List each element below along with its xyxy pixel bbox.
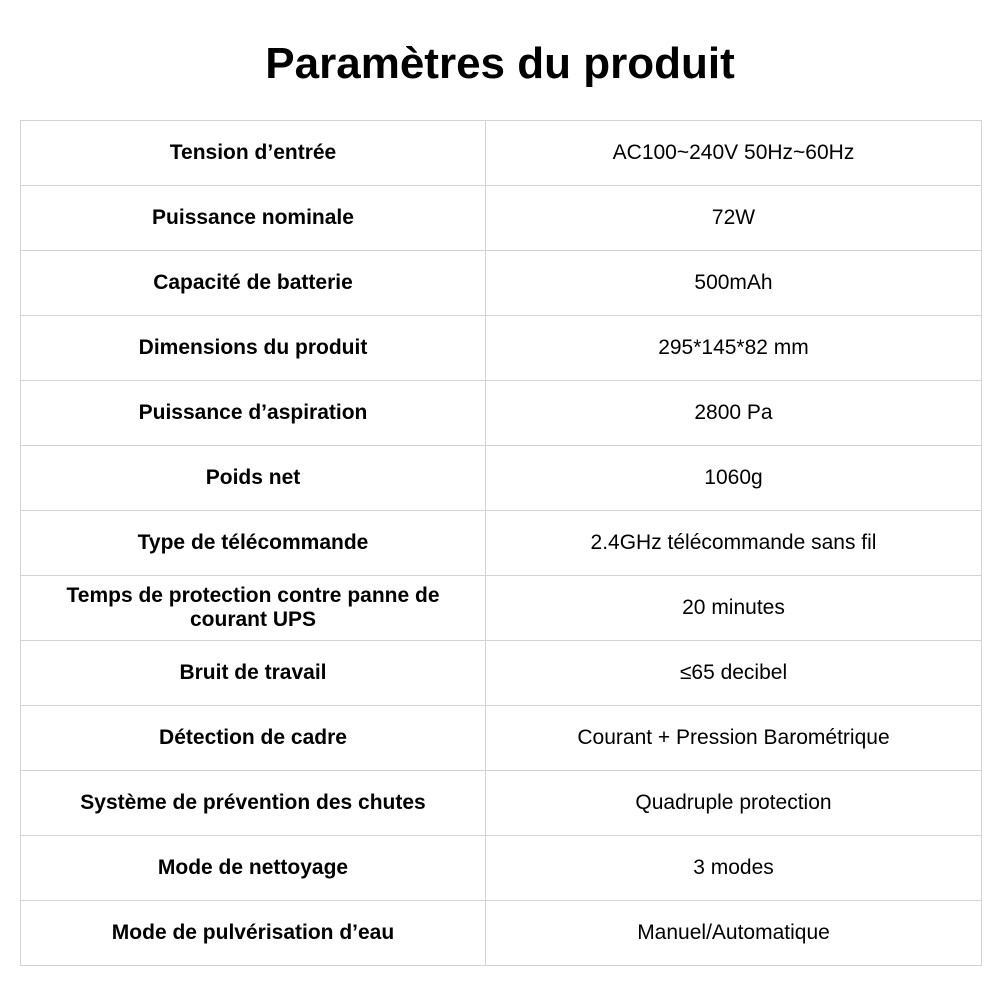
param-label: Mode de nettoyage	[21, 836, 486, 901]
table-row	[21, 706, 982, 771]
param-label: Type de télécommande	[21, 511, 486, 576]
param-value: 2800 Pa	[486, 381, 982, 446]
param-value: AC100~240V 50Hz~60Hz	[486, 121, 982, 186]
param-value: 295*145*82 mm	[486, 316, 982, 381]
param-value: Quadruple protection	[486, 771, 982, 836]
param-value: ≤65 decibel	[486, 641, 982, 706]
param-label: Détection de cadre	[21, 706, 486, 771]
table-row	[21, 381, 982, 446]
param-label: Dimensions du produit	[21, 316, 486, 381]
param-label: Poids net	[21, 446, 486, 511]
table-row	[21, 446, 982, 511]
param-value: 3 modes	[486, 836, 982, 901]
table-row	[21, 121, 982, 186]
table-row	[21, 511, 982, 576]
param-value: Manuel/Automatique	[486, 901, 982, 966]
param-value: 500mAh	[486, 251, 982, 316]
table-row	[21, 316, 982, 381]
spec-table	[20, 120, 982, 966]
table-row	[21, 576, 982, 641]
param-label: Système de prévention des chutes	[21, 771, 486, 836]
param-label: Bruit de travail	[21, 641, 486, 706]
page-title: Paramètres du produit	[265, 39, 735, 88]
param-label: Capacité de batterie	[21, 251, 486, 316]
table-row	[21, 836, 982, 901]
param-value: 2.4GHz télécommande sans fil	[486, 511, 982, 576]
table-row	[21, 771, 982, 836]
param-label: Temps de protection contre panne de courant UPS	[21, 576, 486, 641]
param-value: 20 minutes	[486, 576, 982, 641]
param-value: 1060g	[486, 446, 982, 511]
param-label: Puissance d’aspiration	[21, 381, 486, 446]
param-label: Puissance nominale	[21, 186, 486, 251]
param-value: Courant + Pression Barométrique	[486, 706, 982, 771]
table-row	[21, 251, 982, 316]
table-row	[21, 641, 982, 706]
param-label: Tension d’entrée	[21, 121, 486, 186]
table-row	[21, 186, 982, 251]
param-label: Mode de pulvérisation d’eau	[21, 901, 486, 966]
param-value: 72W	[486, 186, 982, 251]
table-row	[21, 901, 982, 966]
